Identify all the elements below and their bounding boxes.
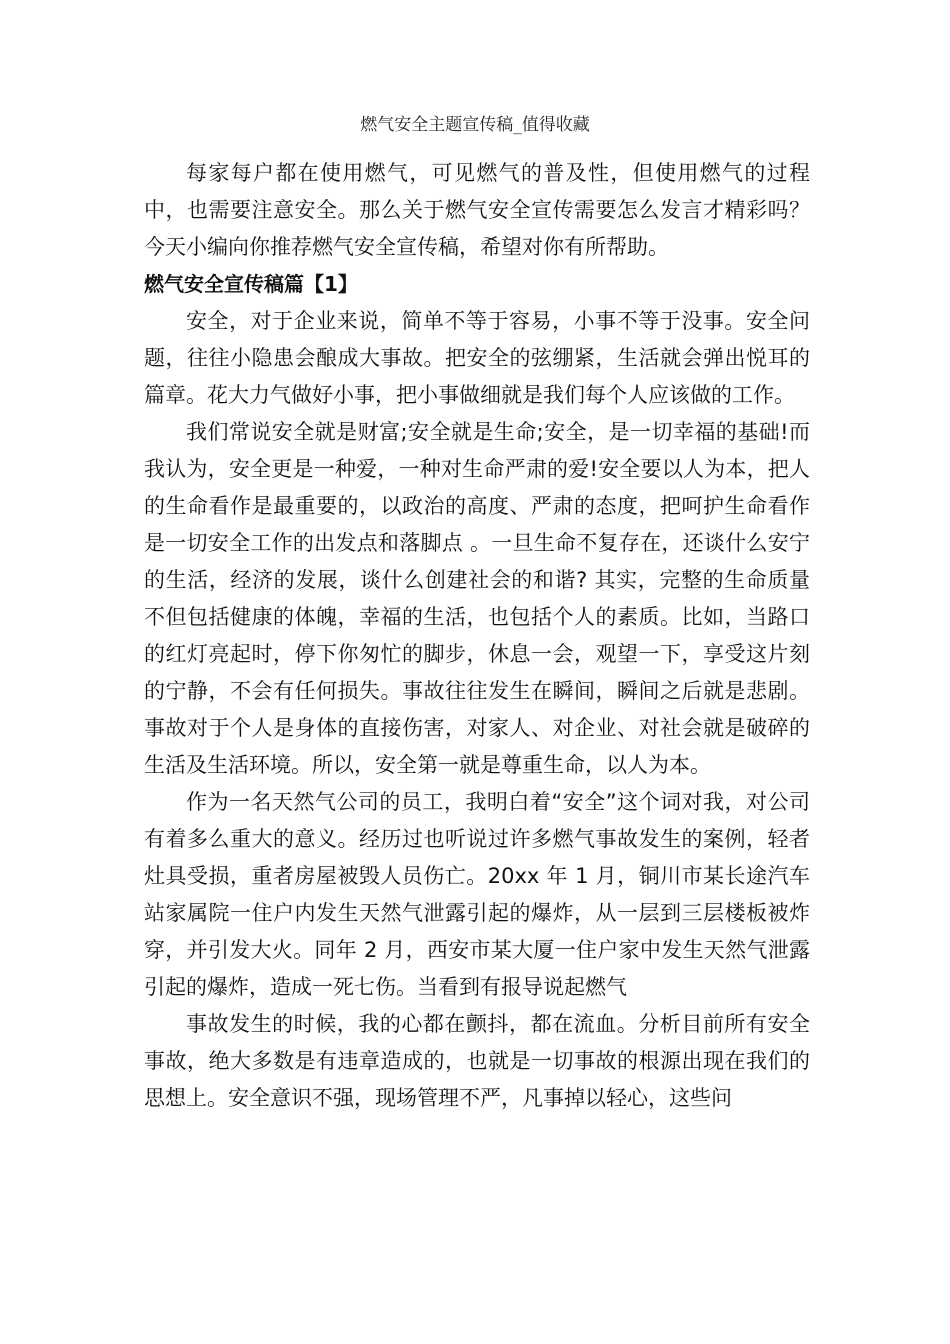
body-paragraph-4: 事故发生的时候，我的心都在颤抖，都在流血。分析目前所有安全事故，绝大多数是有违章造成的，也就是一切事故的根源出现在我们的思想上。安全意识不强，现场管理不严，凡事掉以轻心，这些问 xyxy=(144,1012,810,1110)
document-body xyxy=(144,155,810,1117)
section-heading: 燃气安全宣传稿篇【1】 xyxy=(144,272,358,296)
body-paragraph-1: 安全，对于企业来说，简单不等于容易，小事不等于没事。安全问题，往往小隐患会酿成大事故。把安全的弦绷紧，生活就会弹出悦耳的篇章。花大力气做好小事，把小事做细就是我们每个人应该做的工作。 xyxy=(144,309,810,407)
body-paragraph-3: 作为一名天然气公司的员工，我明白着“安全”这个词对我，对公司有着多么重大的意义。经历过也听说过许多燃气事故发生的案例，轻者灶具受损，重者房屋被毁人员伤亡。20xx 年 1 月，铜川市某长途汽车站家属院一住户内发生天然气泄露引起的爆炸，从一层到三层楼板被炸穿，并引发大火。同年 2 月，西安市某大厦一住户家中发生天然气泄露引起的爆炸，造成一死七伤。当看到有报导说起燃气 xyxy=(144,790,810,999)
page-title: 燃气安全主题宣传稿_值得收藏 xyxy=(360,115,590,135)
body-paragraph-2: 我们常说安全就是财富;安全就是生命;安全，是一切幸福的基础!而我认为，安全更是一种爱，一种对生命严肃的爱!安全要以人为本，把人的生命看作是最重要的，以政治的高度、严肃的态度，把呵护生命看作是一切安全工作的出发点和落脚点 。一旦生命不复存在，还谈什么安宁的生活，经济的发展，谈什么创建社会的和谐? 其实，完整的生命质量不但包括健康的体魄，幸福的生活，也包括个人的素质。比如，当路口的红灯亮起时，停下你匆忙的脚步，休息一会，观望一下，享受这片刻的宁静，不会有任何损失。事故往往发生在瞬间，瞬间之后就是悲剧。事故对于个人是身体的直接伤害，对家人、对企业、对社会就是破碎的生活及生活环境。所以，安全第一就是尊重生命，以人为本。 xyxy=(144,420,810,777)
intro-paragraph: 每家每户都在使用燃气，可见燃气的普及性，但使用燃气的过程中，也需要注意安全。那么关于燃气安全宣传需要怎么发言才精彩吗？今天小编向你推荐燃气安全宣传稿，希望对你有所帮助。 xyxy=(144,161,810,259)
